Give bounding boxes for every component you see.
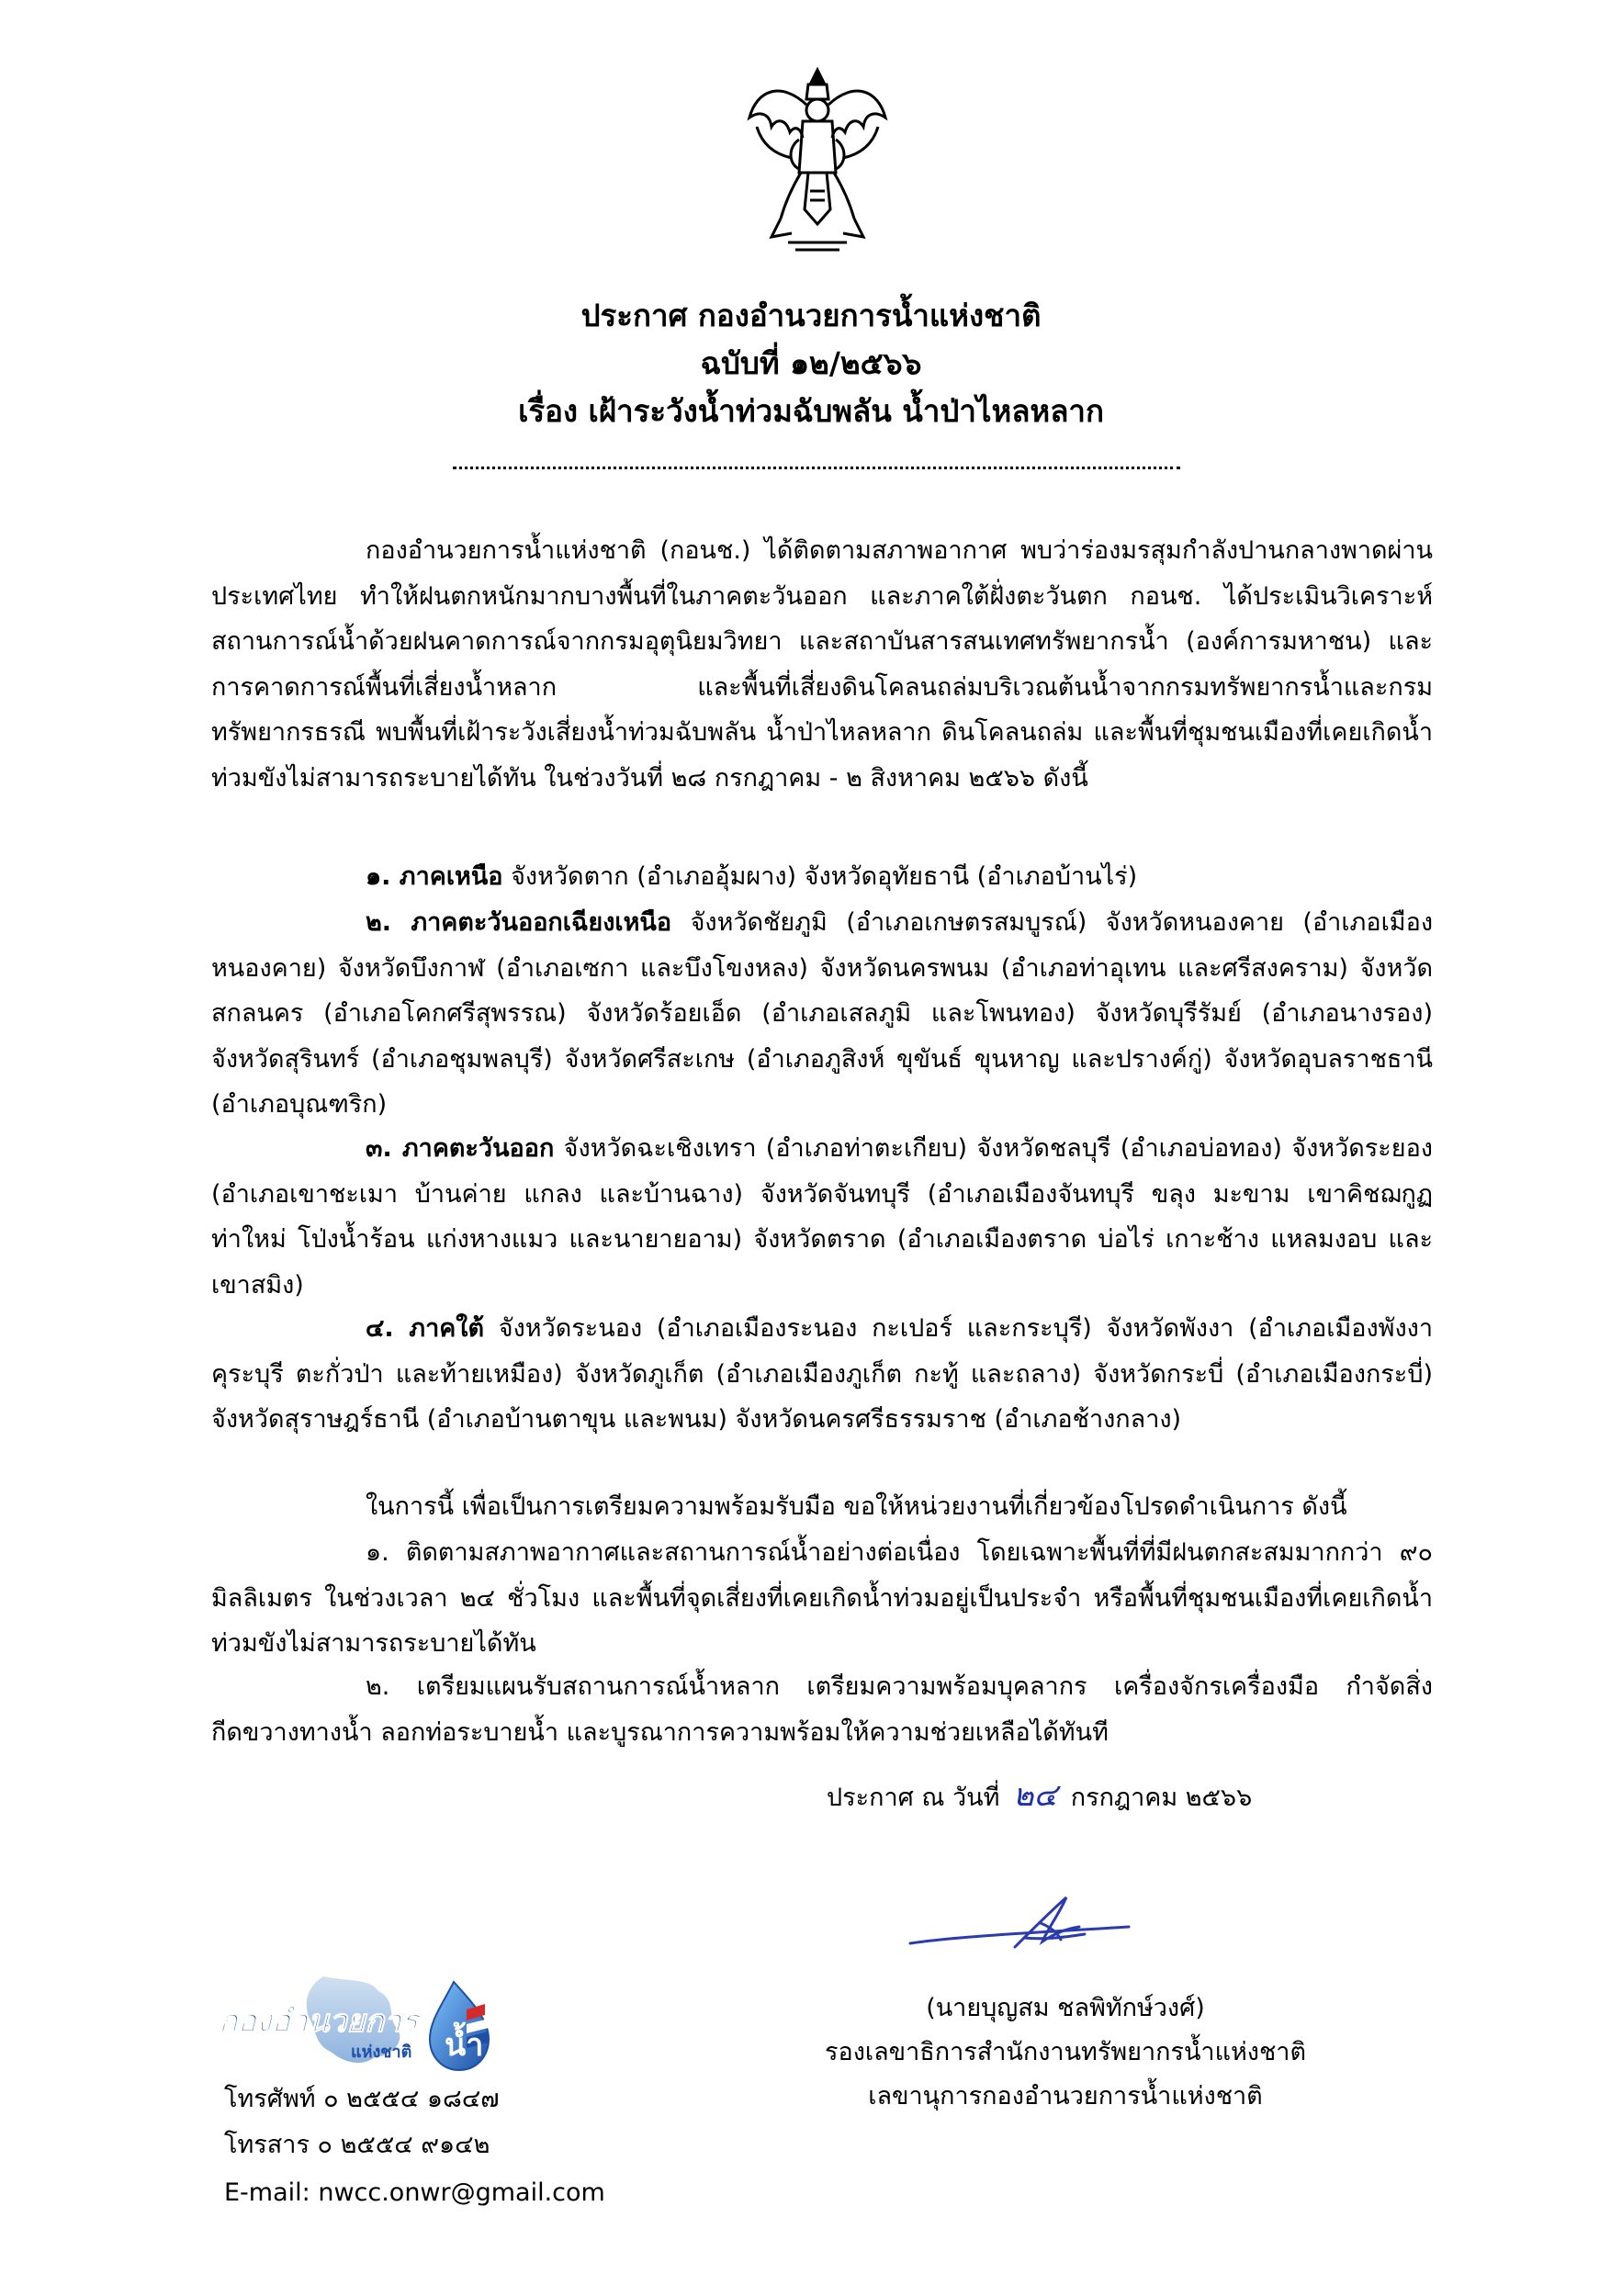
- region-south: [211, 1306, 1433, 1443]
- signer-name: (นายบุญสม ชลพิทักษ์วงศ์): [926, 1994, 1205, 2022]
- region-north-label: ๑. ภาคเหนือ: [366, 862, 503, 891]
- garuda-emblem-icon: [744, 62, 891, 255]
- dateline: [827, 1773, 1252, 1821]
- region-north-text: จังหวัดตาก (อำเภออุ้มผาง) จังหวัดอุทัยธานี (อำเภอบ้านไร่): [502, 862, 1138, 891]
- region-north: [211, 854, 1433, 900]
- nwcc-logo-icon: [213, 1973, 535, 2076]
- signer-position-2: เลขานุการกองอำนวยการน้ำแห่งชาติ: [868, 2082, 1263, 2110]
- action-item-2: ๒. เตรียมแผนรับสถานการณ์น้ำหลาก เตรียมความพร้อมบุคลากร เครื่องจักรเครื่องมือ กำจัดสิ่งกีดขวางทางน้ำ ลอกท่อระบายน้ำ และบูรณาการความพร้อมให้ความช่วยเหลือได้ทันที: [211, 1672, 1433, 1747]
- logo-subtext: แห่งชาติ: [351, 2043, 412, 2062]
- action-intro: ในการนี้ เพื่อเป็นการเตรียมความพร้อมรับมือ ขอให้หน่วยงานที่เกี่ยวข้องโปรดดำเนินการ ดังนี้: [366, 1492, 1347, 1521]
- region-east-label: ๓. ภาคตะวันออก: [366, 1134, 555, 1163]
- announcement-subject: เรื่อง เฝ้าระวังน้ำท่วมฉับพลัน น้ำป่าไหลหลาก: [518, 393, 1104, 429]
- signer-position-1: รองเลขาธิการสำนักงานทรัพยากรน้ำแห่งชาติ: [825, 2038, 1306, 2066]
- dateline-day: ๒๔: [1013, 1777, 1058, 1814]
- region-northeast: [211, 900, 1433, 1128]
- announcement-issue: ฉบับที่ ๑๒/๒๕๖๖: [700, 345, 922, 381]
- region-northeast-label: ๒. ภาคตะวันออกเฉียงเหนือ: [366, 908, 672, 937]
- dateline-rest: กรกฎาคม ๒๕๖๖: [1070, 1784, 1253, 1812]
- contact-phone: โทรศัพท์ ๐ ๒๕๕๔ ๑๘๔๗: [224, 2085, 500, 2113]
- region-south-text: จังหวัดระนอง (อำเภอเมืองระนอง กะเปอร์ และกระบุรี) จังหวัดพังงา (อำเภอเมืองพังงา คุระบุรี ตะกั่วป่า และท้ายเหมือง) จังหวัดภูเก็ต (อำเภอเมืองภูเก็ต กะทู้ และถลาง) จังหวัดกระบี่ (อำเภอเมืองกระบี่) จังหวัดสุราษฎร์ธานี (อำเภอบ้านตาขุน และพนม) จังหวัดนครศรีธรรมราช (อำเภอช้างกลาง): [211, 1314, 1433, 1434]
- region-east: [211, 1126, 1433, 1308]
- region-south-label: ๔. ภาคใต้: [366, 1314, 485, 1343]
- signature-image: [905, 1892, 1134, 1956]
- dateline-prefix: ประกาศ ณ วันที่: [827, 1784, 1000, 1812]
- region-northeast-text: จังหวัดชัยภูมิ (อำเภอเกษตรสมบูรณ์) จังหวัดหนองคาย (อำเภอเมืองหนองคาย) จังหวัดบึงกาฬ (อำเภอเซกา และบึงโขงหลง) จังหวัดนครพนม (อำเภอท่าอุเทน และศรีสงคราม) จังหวัดสกลนคร (อำเภอโคกศรีสุพรรณ) จังหวัดร้อยเอ็ด (อำเภอเสลภูมิ และโพนทอง) จังหวัดบุรีรัมย์ (อำเภอนางรอง) จังหวัดสุรินทร์ (อำเภอชุมพลบุรี) จังหวัดศรีสะเกษ (อำเภอภูสิงห์ ขุขันธ์ ขุนหาญ และปรางค์กู่) จังหวัดอุบลราชธานี (อำเภอบุณฑริก): [211, 908, 1434, 1119]
- intro-paragraph: กองอำนวยการน้ำแห่งชาติ (กอนช.) ได้ติดตามสภาพอากาศ พบว่าร่องมรสุมกำลังปานกลางพาดผ่านประเทศไทย ทำให้ฝนตกหนักมากบางพื้นที่ในภาคตะวันออก และภาคใต้ฝั่งตะวันตก กอนช. ได้ประเมินวิเคราะห์สถานการณ์น้ำด้วยฝนคาดการณ์จากกรมอุตุนิยมวิทยา และสถาบันสารสนเทศทรัพยากรน้ำ (องค์การมหาชน) และการคาดการณ์พื้นที่เสี่ยงน้ำหลาก และพื้นที่เสี่ยงดินโคลนถล่มบริเวณต้นน้ำจากกรมทรัพยากรน้ำและกรมทรัพยากรธรณี พบพื้นที่เฝ้าระวังเสี่ยงน้ำท่วมฉับพลัน น้ำป่าไหลหลาก ดินโคลนถล่ม และพื้นที่ชุมชนเมืองที่เคยเกิดน้ำท่วมขังไม่สามารถระบายได้ทัน ในช่วงวันที่ ๒๘ กรกฎาคม - ๒ สิงหาคม ๒๕๖๖ ดังนี้: [211, 536, 1433, 793]
- region-east-text: จังหวัดฉะเชิงเทรา (อำเภอท่าตะเกียบ) จังหวัดชลบุรี (อำเภอบ่อทอง) จังหวัดระยอง (อำเภอเขาชะเมา บ้านค่าย แกลง และบ้านฉาง) จังหวัดจันทบุรี (อำเภอเมืองจันทบุรี ขลุง มะขาม เขาคิชฌกูฏ ท่าใหม่ โป่งน้ำร้อน แก่งหางแมว และนายายอาม) จังหวัดตราด (อำเภอเมืองตราด บ่อไร่ เกาะช้าง แหลมงอบ และเขาสมิง): [211, 1134, 1433, 1300]
- logo-text: กองอำนวยการ: [219, 2003, 419, 2040]
- contact-email: E-mail: nwcc.onwr@gmail.com: [224, 2178, 605, 2207]
- action-item-1: ๑. ติดตามสภาพอากาศและสถานการณ์น้ำอย่างต่อเนื่อง โดยเฉพาะพื้นที่ที่มีฝนตกสะสมมากกว่า ๙๐ มิลลิเมตร ในช่วงเวลา ๒๔ ชั่วโมง และพื้นที่จุดเสี่ยงที่เคยเกิดน้ำท่วมอยู่เป็นประจำ หรือพื้นที่ชุมชนเมืองที่เคยเกิดน้ำท่วมขังไม่สามารถระบายได้ทัน: [211, 1538, 1433, 1658]
- announcement-title: ประกาศ กองอำนวยการน้ำแห่งชาติ: [580, 298, 1042, 333]
- dotted-divider: [453, 467, 1180, 469]
- contact-fax: โทรสาร ๐ ๒๕๕๔ ๙๑๔๒: [224, 2131, 490, 2159]
- logo-glyph: น้ำ: [445, 2027, 484, 2064]
